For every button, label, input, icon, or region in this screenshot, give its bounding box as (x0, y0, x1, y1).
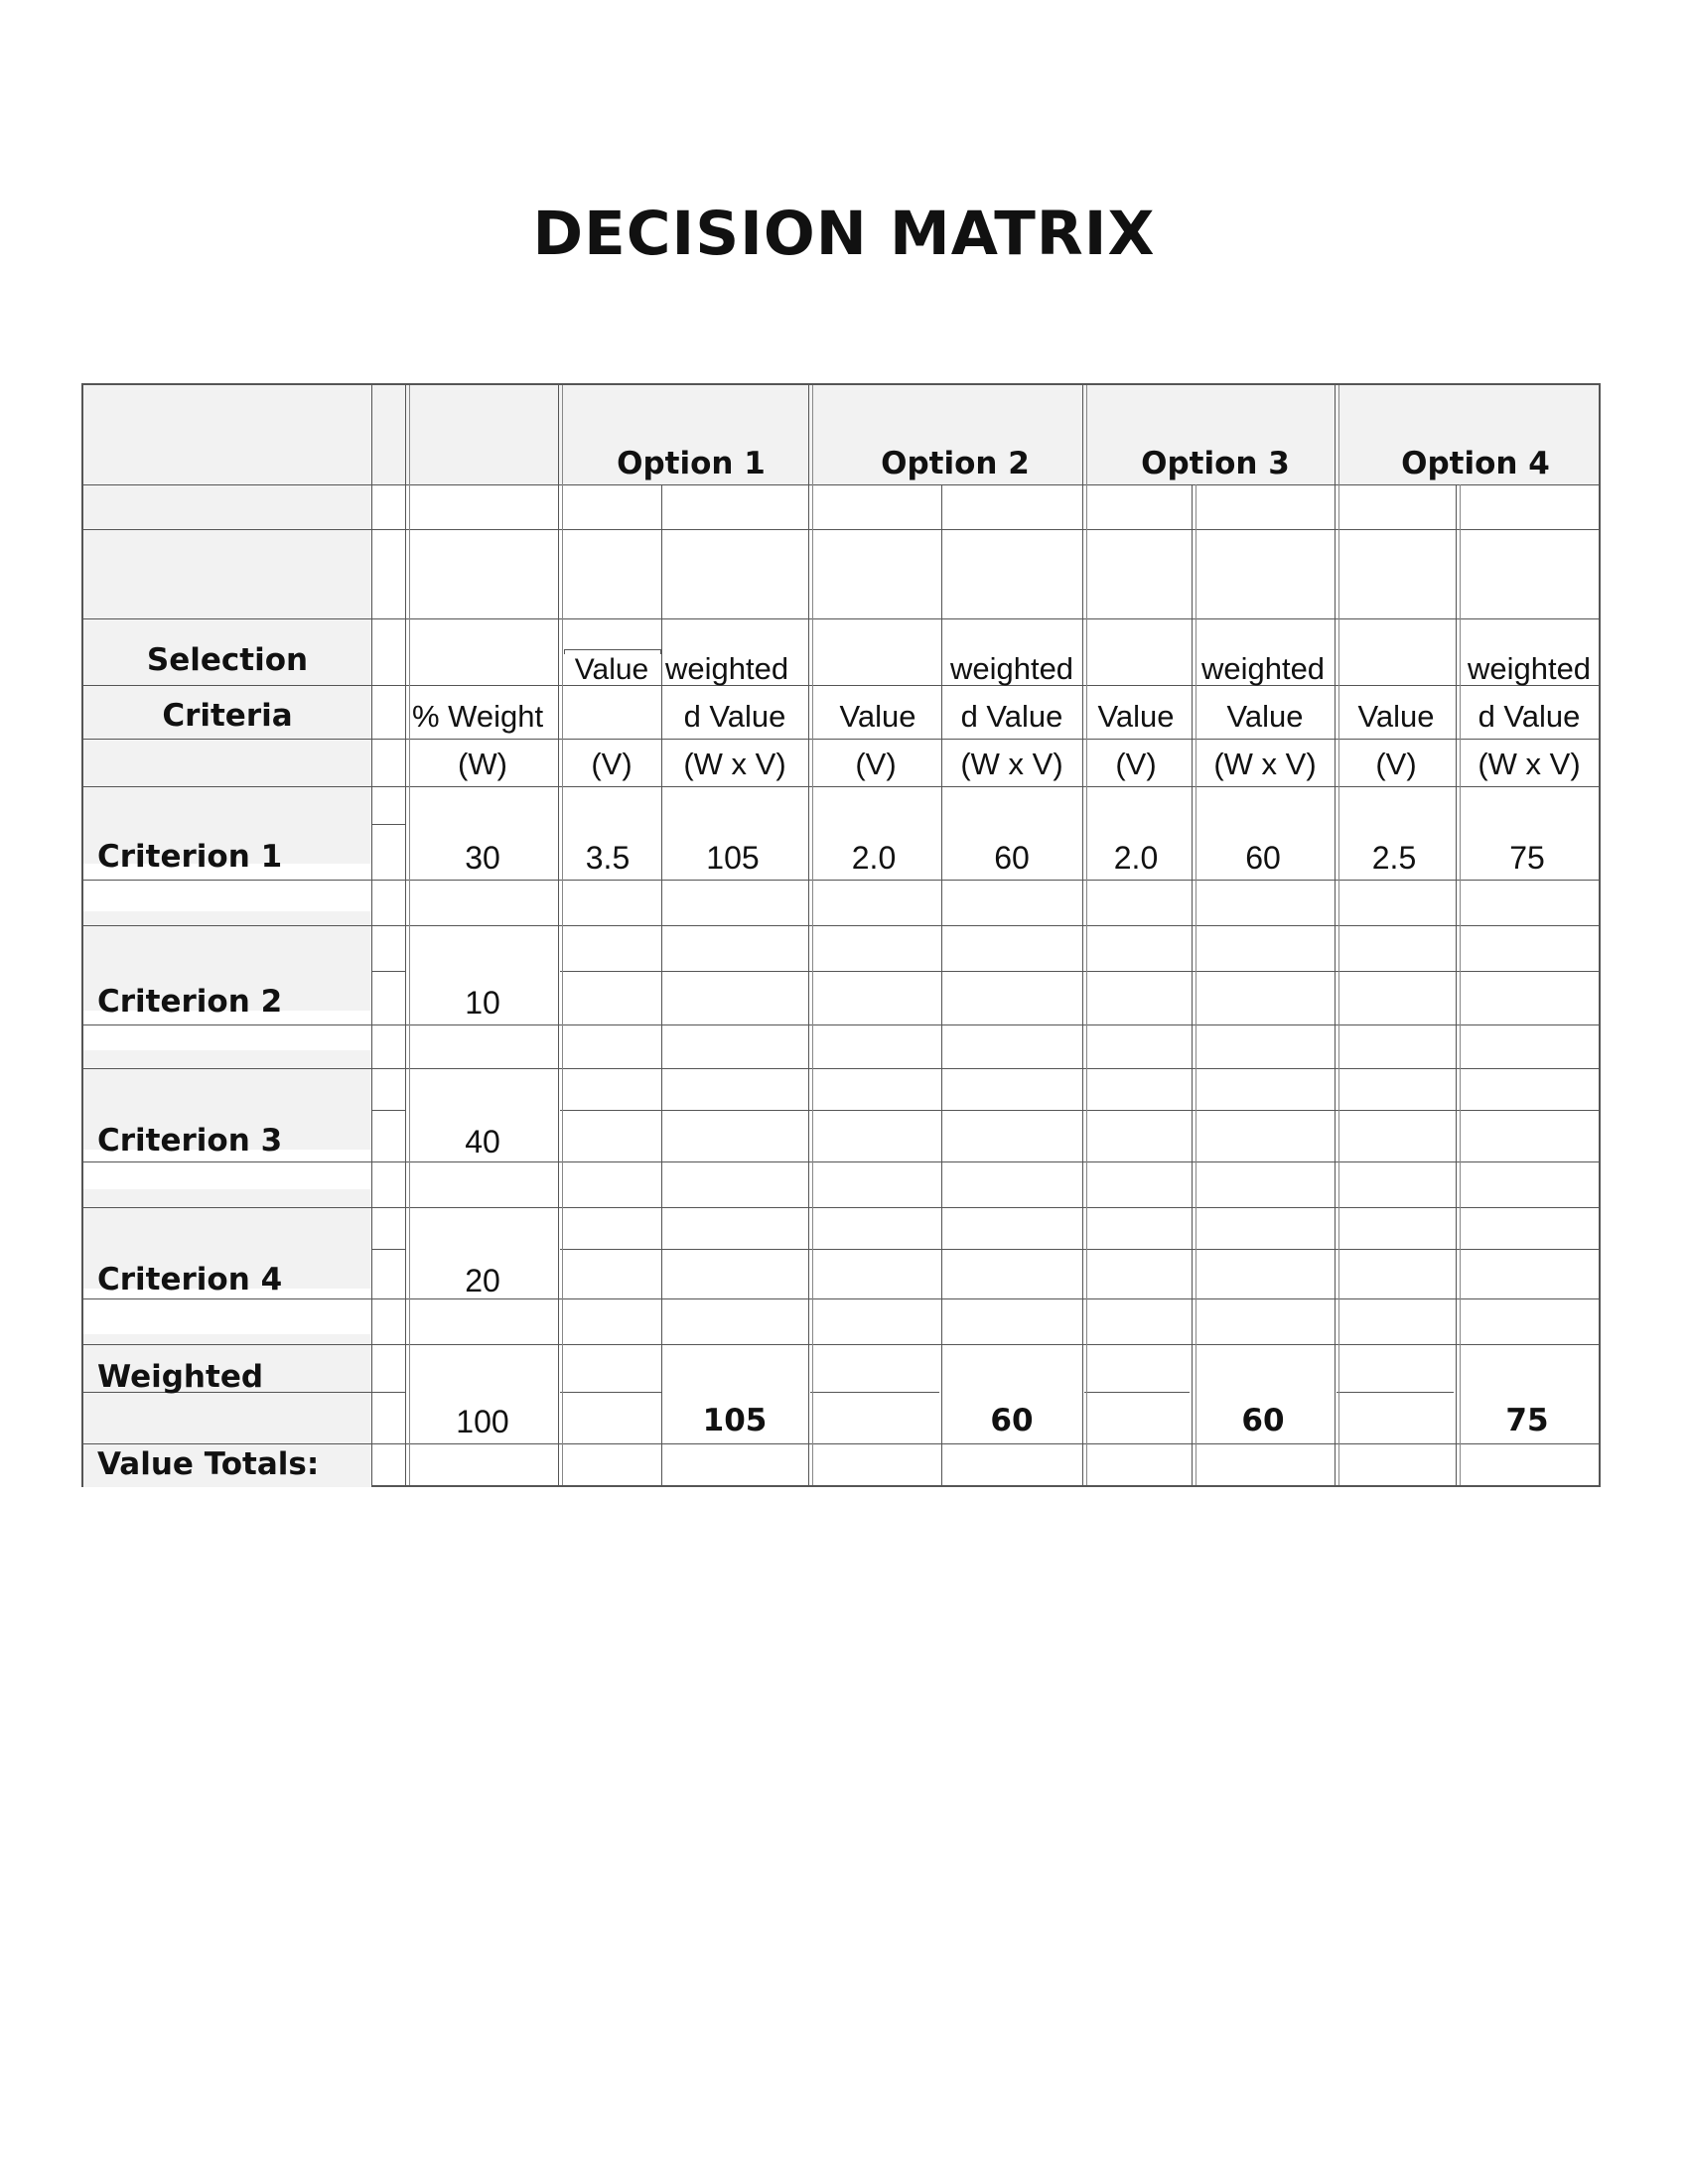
opt3-weighted-line1: weighted (1200, 651, 1326, 686)
opt2-weighted-symbol: (W x V) (960, 747, 1063, 781)
weight-label: % Weight (412, 699, 544, 734)
opt3-weighted-symbol: (W x V) (1213, 747, 1317, 781)
opt2-weighted-line2: d Value (960, 699, 1063, 734)
option-2-total: 60 (990, 1403, 1034, 1438)
weight-total: 100 (456, 1404, 509, 1439)
opt3-weighted-line2: Value (1226, 699, 1304, 734)
opt4-value-symbol: (V) (1375, 747, 1417, 781)
criterion-1-weight[interactable]: 30 (465, 840, 500, 876)
c1-opt4-value[interactable]: 2.5 (1371, 840, 1417, 876)
criterion-3-weight[interactable]: 40 (465, 1124, 500, 1160)
opt3-value-symbol: (V) (1115, 747, 1157, 781)
header-shade (83, 385, 1599, 484)
opt3-value-label: Value (1097, 699, 1175, 734)
option-1-header: Option 1 (617, 446, 766, 481)
opt4-value-label: Value (1357, 699, 1435, 734)
c1-opt2-weighted: 60 (994, 840, 1030, 876)
opt4-weighted-symbol: (W x V) (1477, 747, 1581, 781)
opt1-weighted-line2: d Value (683, 699, 786, 734)
criterion-2-name: Criterion 2 (97, 984, 283, 1020)
c1-opt2-value[interactable]: 2.0 (851, 840, 897, 876)
c1-opt3-weighted: 60 (1245, 840, 1281, 876)
option-1-total: 105 (702, 1403, 768, 1438)
criterion-1-name: Criterion 1 (97, 839, 283, 875)
totals-label-line1: Weighted (97, 1359, 264, 1395)
selection-label: Selection (146, 642, 309, 678)
criterion-4-weight[interactable]: 20 (465, 1263, 500, 1298)
opt1-weighted-line1: weighted (665, 651, 789, 686)
criterion-3-name: Criterion 3 (97, 1123, 283, 1159)
c1-opt3-value[interactable]: 2.0 (1113, 840, 1159, 876)
c1-opt1-value[interactable]: 3.5 (585, 840, 631, 876)
option-3-total: 60 (1241, 1403, 1285, 1438)
option-4-header: Option 4 (1401, 446, 1550, 481)
c1-opt4-weighted: 75 (1509, 840, 1545, 876)
opt1-weighted-symbol: (W x V) (683, 747, 786, 781)
opt2-weighted-line1: weighted (949, 651, 1074, 686)
criteria-label: Criteria (162, 698, 293, 734)
decision-matrix-table (81, 383, 1601, 1487)
document-title: DECISION MATRIX (532, 199, 1156, 269)
criterion-2-weight[interactable]: 10 (465, 985, 500, 1021)
opt1-value-symbol: (V) (591, 747, 633, 781)
opt4-weighted-line1: weighted (1467, 651, 1592, 686)
option-4-total: 75 (1505, 1403, 1549, 1438)
opt4-weighted-line2: d Value (1477, 699, 1581, 734)
weight-symbol: (W) (458, 747, 507, 781)
totals-label-line2: Value Totals: (97, 1446, 320, 1482)
opt2-value-symbol: (V) (855, 747, 897, 781)
opt1-value-label: Value (574, 653, 649, 686)
criterion-4-name: Criterion 4 (97, 1262, 283, 1297)
opt2-value-label: Value (839, 699, 916, 734)
c1-opt1-weighted: 105 (706, 840, 760, 876)
option-2-header: Option 2 (881, 446, 1030, 481)
option-3-header: Option 3 (1141, 446, 1290, 481)
